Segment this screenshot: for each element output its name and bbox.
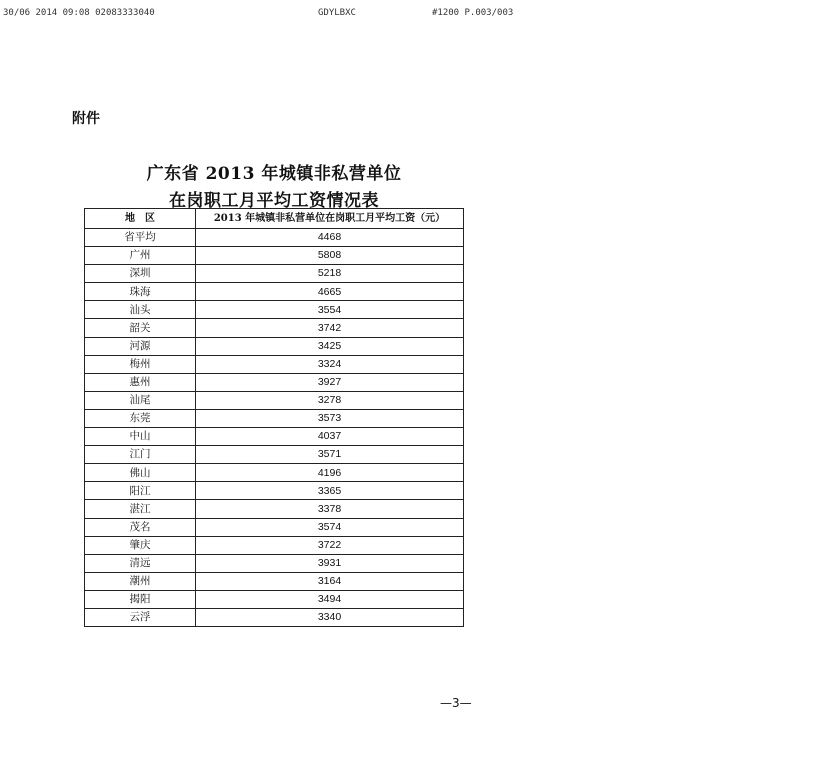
table-header-row: [85, 209, 464, 229]
fax-header-page: #1200 P.003/003: [432, 8, 514, 18]
region-cell: 阳江: [85, 482, 196, 500]
region-cell: 江门: [85, 446, 196, 464]
wage-cell: 3494: [196, 590, 464, 608]
table-row: [85, 337, 464, 355]
wage-cell: 3425: [196, 337, 464, 355]
wage-cell: 3742: [196, 319, 464, 337]
table-row: [85, 500, 464, 518]
fax-header-datetime: 30/06 2014 09:08 02083333040: [3, 8, 155, 18]
region-cell: 汕尾: [85, 391, 196, 409]
table-row: [85, 355, 464, 373]
region-cell: 茂名: [85, 518, 196, 536]
column-header-wage: 2013 年城镇非私营单位在岗职工月平均工资（元）: [196, 209, 464, 229]
region-cell: 汕头: [85, 301, 196, 319]
wage-cell: 3378: [196, 500, 464, 518]
fax-header-sender: GDYLBXC: [318, 8, 356, 18]
region-cell: 省平均: [85, 229, 196, 247]
table-row: [85, 518, 464, 536]
wage-cell: 5218: [196, 265, 464, 283]
table-row: [85, 265, 464, 283]
table-row: [85, 247, 464, 265]
page-number: —3—: [440, 696, 472, 710]
table-row: [85, 554, 464, 572]
wage-table: [84, 208, 464, 627]
table-row: [85, 373, 464, 391]
region-cell: 深圳: [85, 265, 196, 283]
table-row: [85, 229, 464, 247]
attachment-label: 附件: [72, 111, 100, 127]
region-cell: 惠州: [85, 373, 196, 391]
region-cell: 佛山: [85, 464, 196, 482]
wage-cell: 3571: [196, 446, 464, 464]
region-cell: 珠海: [85, 283, 196, 301]
wage-cell: 3722: [196, 536, 464, 554]
table-row: [85, 391, 464, 409]
region-cell: 潮州: [85, 572, 196, 590]
wage-cell: 3324: [196, 355, 464, 373]
wage-cell: 3573: [196, 409, 464, 427]
document-title-line1: 广东省 2013 年城镇非私营单位: [146, 164, 402, 184]
region-cell: 云浮: [85, 608, 196, 626]
table-body: [85, 229, 464, 627]
fax-header: [0, 8, 819, 22]
wage-cell: 4468: [196, 229, 464, 247]
column-header-region: 地 区: [85, 209, 196, 229]
region-cell: 揭阳: [85, 590, 196, 608]
region-cell: 湛江: [85, 500, 196, 518]
wage-cell: 3554: [196, 301, 464, 319]
wage-cell: 4665: [196, 283, 464, 301]
table-row: [85, 572, 464, 590]
wage-cell: 3574: [196, 518, 464, 536]
table-row: [85, 482, 464, 500]
table-row: [85, 301, 464, 319]
region-cell: 梅州: [85, 355, 196, 373]
document-title-line2: 在岗职工月平均工资情况表: [169, 191, 379, 211]
region-cell: 东莞: [85, 409, 196, 427]
wage-cell: 5808: [196, 247, 464, 265]
wage-cell: 3927: [196, 373, 464, 391]
wage-cell: 3278: [196, 391, 464, 409]
table-row: [85, 590, 464, 608]
table-row: [85, 428, 464, 446]
table-row: [85, 319, 464, 337]
region-cell: 中山: [85, 428, 196, 446]
wage-cell: 4196: [196, 464, 464, 482]
wage-cell: 3931: [196, 554, 464, 572]
table-row: [85, 464, 464, 482]
table-row: [85, 536, 464, 554]
region-cell: 清远: [85, 554, 196, 572]
wage-cell: 4037: [196, 428, 464, 446]
wage-cell: 3365: [196, 482, 464, 500]
region-cell: 韶关: [85, 319, 196, 337]
region-cell: 肇庆: [85, 536, 196, 554]
wage-cell: 3340: [196, 608, 464, 626]
region-cell: 河源: [85, 337, 196, 355]
region-cell: 广州: [85, 247, 196, 265]
wage-cell: 3164: [196, 572, 464, 590]
table-row: [85, 409, 464, 427]
table-row: [85, 608, 464, 626]
table-row: [85, 283, 464, 301]
table-row: [85, 446, 464, 464]
